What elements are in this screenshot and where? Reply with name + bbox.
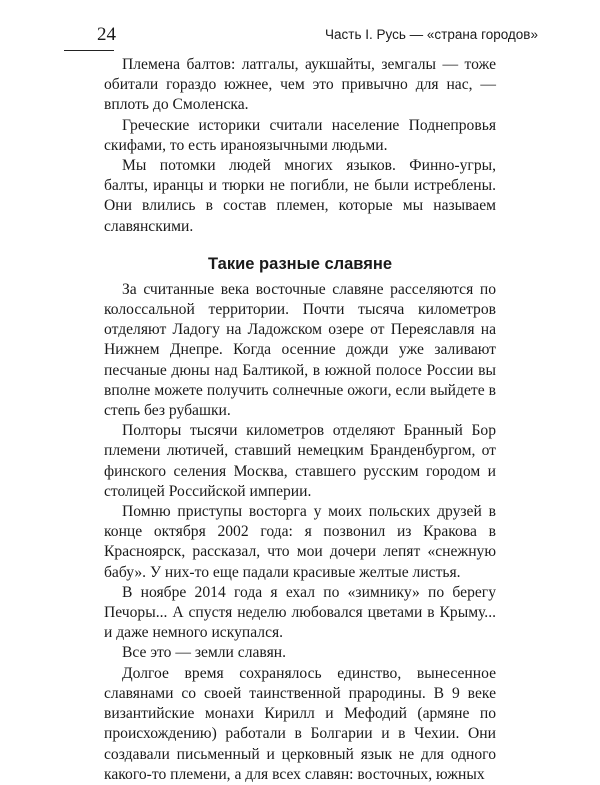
paragraph: Помню приступы восторга у моих польских друзей в конце октября 2002 года: я позвонил из Кракова в Красноярск, рассказал, что мои дочери лепят «снежную бабу». У них-то еще падали красивые желтые листья.	[104, 503, 496, 581]
paragraph: Греческие историки считали население Поднепровья скифами, то есть ираноязычными людьми.	[104, 116, 496, 154]
paragraph: Все это — земли славян.	[122, 644, 286, 662]
paragraph: Долгое время сохранялось единство, вынесенное славянами со своей таинственной прародины. В 9 веке византийские монахи Кирилл и Мефодий (армяне по происхождению) работали в Болгарии и в Чехии. Они создавали письменный и церковный язык не для одного какого-то племени, а для всех славян: восточных, южных	[104, 664, 496, 783]
paragraph: В ноябре 2014 года я ехал по «зимнику» по берегу Печоры... А спустя неделю любовался цветами в Крыму... и даже немного искупался.	[104, 583, 496, 642]
section-heading: Такие разные славяне	[207, 254, 392, 273]
paragraph: Мы потомки людей многих языков. Финно-угры, балты, иранцы и тюрки не погибли, не были истреблены. Они влились в состав племен, которые мы называем славянскими.	[104, 157, 496, 235]
running-head: Часть I. Русь — «страна городов»	[325, 27, 538, 42]
page-number: 24	[97, 24, 116, 45]
text-body	[104, 55, 496, 785]
paragraph: Племена балтов: латгалы, аукшайты, земгалы — тоже обитали гораздо южнее, чем это привычно для нас, — вплоть до Смоленска.	[104, 56, 496, 114]
header-rule	[64, 50, 114, 51]
paragraph: Полторы тысячи километров отделяют Бранный Бор племени лютичей, ставший немецким Бранденбургом, от финского селения Москва, ставшего русским городом и столицей Российской империи.	[104, 422, 496, 500]
paragraph: За считанные века восточные славяне расселяются по колоссальной территории. Почти тысяча километров отделяют Ладогу на Ладожском озере от Переяславля на Нижнем Днепре. Когда осенние дожди уже заливают песчаные дюны над Балтикой, в южной полосе России вы вполне можете получить солнечные ожоги, если выйдете в степь без рубашки.	[104, 280, 496, 420]
